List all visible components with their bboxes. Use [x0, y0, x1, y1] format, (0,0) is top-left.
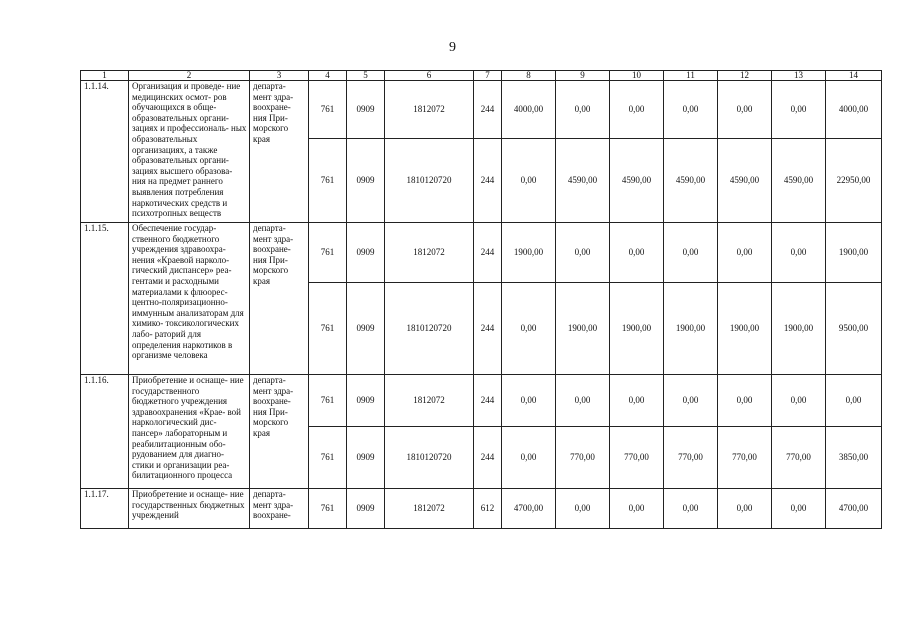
table-cell: 0,00 [772, 81, 826, 139]
activity-name: Приобретение и оснаще- ние государственных бюджетных учреждений [129, 489, 250, 529]
table-cell: 244 [474, 223, 502, 283]
table-row [81, 81, 882, 139]
table-cell: 1810120720 [385, 139, 474, 223]
table-cell: 0,00 [772, 489, 826, 529]
table-cell: 1900,00 [772, 283, 826, 375]
table-cell: 0,00 [502, 375, 556, 427]
column-header: 6 [385, 71, 474, 81]
table-cell: 4590,00 [772, 139, 826, 223]
table-cell: 0909 [347, 489, 385, 529]
table-cell: 0,00 [664, 81, 718, 139]
table-cell: 4000,00 [826, 81, 882, 139]
table-cell: 0,00 [556, 489, 610, 529]
column-header: 9 [556, 71, 610, 81]
table-cell: 0,00 [664, 375, 718, 427]
table-row [81, 375, 882, 427]
table-cell: 4590,00 [556, 139, 610, 223]
table-cell: 0,00 [664, 223, 718, 283]
table-cell: 1810120720 [385, 427, 474, 489]
table-cell: 1810120720 [385, 283, 474, 375]
table-cell: 0,00 [664, 489, 718, 529]
table-cell: 0909 [347, 139, 385, 223]
table-cell: 761 [309, 223, 347, 283]
column-header: 1 [81, 71, 129, 81]
table-cell: 1812072 [385, 81, 474, 139]
table-cell: 612 [474, 489, 502, 529]
table-cell: 770,00 [772, 427, 826, 489]
table-cell: 0909 [347, 223, 385, 283]
table-cell: 1900,00 [610, 283, 664, 375]
table-cell: 22950,00 [826, 139, 882, 223]
budget-table [80, 70, 882, 529]
table-cell: 1812072 [385, 375, 474, 427]
executor: департа- мент здра- воохране- ния При- морского края [250, 375, 309, 489]
row-number: 1.1.17. [81, 489, 129, 529]
column-header: 5 [347, 71, 385, 81]
activity-name: Обеспечение государ- ственного бюджетного учреждения здравоохра- нения «Краевой нарколо- гический диспансер» реа- гентами и расходными материалами к флюорес- центно-поляризационно- иммунным анализаторам для химико- токсикологических лабо- раторий для определения наркотиков в организме человека [129, 223, 250, 375]
table-cell: 9500,00 [826, 283, 882, 375]
table-cell: 0,00 [718, 81, 772, 139]
column-header: 14 [826, 71, 882, 81]
table-cell: 770,00 [718, 427, 772, 489]
executor: департа- мент здра- воохране- ния При- морского края [250, 223, 309, 375]
table-cell: 0,00 [610, 375, 664, 427]
table-cell: 0,00 [610, 81, 664, 139]
table-cell: 3850,00 [826, 427, 882, 489]
table-cell: 244 [474, 375, 502, 427]
table-cell: 0,00 [502, 427, 556, 489]
table-cell: 0,00 [610, 223, 664, 283]
executor: департа- мент здра- воохране- ния При- морского края [250, 81, 309, 223]
header-row [81, 71, 882, 81]
column-header: 8 [502, 71, 556, 81]
column-header: 13 [772, 71, 826, 81]
column-header: 4 [309, 71, 347, 81]
executor: департа- мент здра- воохране- [250, 489, 309, 529]
column-header: 3 [250, 71, 309, 81]
table-cell: 1900,00 [718, 283, 772, 375]
table-cell: 0,00 [718, 375, 772, 427]
table-cell: 0909 [347, 283, 385, 375]
table-cell: 244 [474, 139, 502, 223]
table-cell: 0,00 [772, 375, 826, 427]
table-cell: 761 [309, 427, 347, 489]
activity-name: Приобретение и оснаще- ние государственного бюджетного учреждения здравоохранения «Крае- вой наркологический дис- пансер» лабораторным и реабилитационным обо- рудованием для диагно- стики и организации реа- билитационного процесса [129, 375, 250, 489]
table-cell: 1812072 [385, 489, 474, 529]
table-cell: 761 [309, 81, 347, 139]
table-cell: 0,00 [826, 375, 882, 427]
table-cell: 770,00 [610, 427, 664, 489]
table-cell: 1900,00 [502, 223, 556, 283]
table-cell: 770,00 [664, 427, 718, 489]
activity-name: Организация и проведе- ние медицинских осмот- ров обучающихся в обще- образовательных органи- зациях и профессиональ- ных образовательных организациях, а также образовательных органи- зациях высшего образова- ния на предмет раннего выявления потребления наркотических средств и психотропных веществ [129, 81, 250, 223]
table-cell: 761 [309, 283, 347, 375]
table-cell: 770,00 [556, 427, 610, 489]
table-cell: 244 [474, 283, 502, 375]
table-cell: 761 [309, 489, 347, 529]
column-header: 7 [474, 71, 502, 81]
table-row [81, 223, 882, 283]
table-cell: 0,00 [772, 223, 826, 283]
table-cell: 1900,00 [664, 283, 718, 375]
table-cell: 0,00 [718, 489, 772, 529]
table-cell: 0,00 [502, 283, 556, 375]
table-cell: 0,00 [556, 81, 610, 139]
row-number: 1.1.16. [81, 375, 129, 489]
table-cell: 1812072 [385, 223, 474, 283]
table-cell: 0909 [347, 81, 385, 139]
table-cell: 0,00 [556, 375, 610, 427]
table-cell: 1900,00 [556, 283, 610, 375]
table-cell: 761 [309, 139, 347, 223]
table-cell: 4590,00 [718, 139, 772, 223]
table-cell: 1900,00 [826, 223, 882, 283]
table-cell: 4700,00 [826, 489, 882, 529]
column-header: 11 [664, 71, 718, 81]
table-cell: 4000,00 [502, 81, 556, 139]
table-cell: 0,00 [556, 223, 610, 283]
table-cell: 4700,00 [502, 489, 556, 529]
column-header: 10 [610, 71, 664, 81]
table-cell: 0909 [347, 427, 385, 489]
column-header: 12 [718, 71, 772, 81]
table-cell: 0909 [347, 375, 385, 427]
table-row [81, 489, 882, 529]
page-number: 9 [449, 40, 456, 55]
column-header: 2 [129, 71, 250, 81]
table-cell: 4590,00 [610, 139, 664, 223]
table-cell: 4590,00 [664, 139, 718, 223]
table-cell: 0,00 [718, 223, 772, 283]
table-cell: 0,00 [502, 139, 556, 223]
table-cell: 244 [474, 427, 502, 489]
table-cell: 0,00 [610, 489, 664, 529]
table-cell: 761 [309, 375, 347, 427]
row-number: 1.1.14. [81, 81, 129, 223]
row-number: 1.1.15. [81, 223, 129, 375]
table-cell: 244 [474, 81, 502, 139]
